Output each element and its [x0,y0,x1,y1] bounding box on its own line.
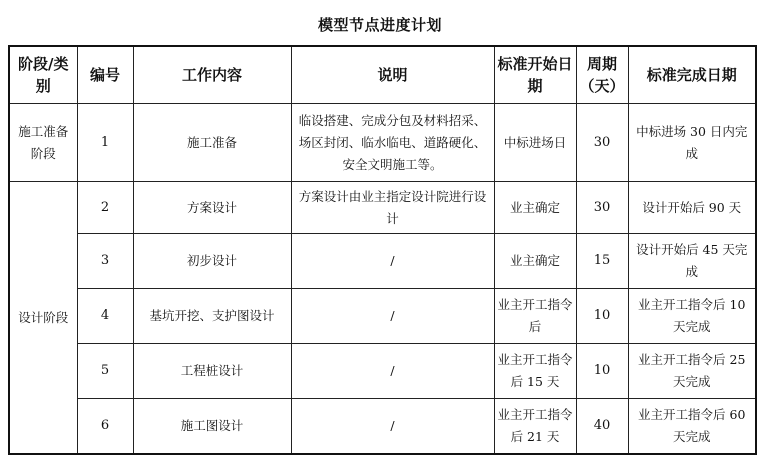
finish-cell: 设计开始后 90 天 [628,182,756,234]
table-row [9,344,756,399]
work-cell: 施工准备 [133,104,291,182]
desc-cell: / [291,344,494,399]
no-cell: 3 [77,234,133,289]
work-cell: 基坑开挖、支护图设计 [133,289,291,344]
finish-cell: 设计开始后 45 天完成 [628,234,756,289]
page-title: 模型节点进度计划 [317,16,442,34]
start-cell: 业主开工指令后 21 天 [494,399,576,455]
work-cell: 初步设计 [133,234,291,289]
no-cell: 4 [77,289,133,344]
start-cell: 中标进场日 [494,104,576,182]
table-row [9,104,756,182]
stage-cell: 设计阶段 [9,182,77,455]
period-cell: 15 [576,234,628,289]
start-cell: 业主开工指令后 [494,289,576,344]
start-cell: 业主确定 [494,234,576,289]
header-work: 工作内容 [133,46,291,104]
table-row [9,182,756,234]
finish-cell: 业主开工指令后 60 天完成 [628,399,756,455]
no-cell: 2 [77,182,133,234]
no-cell: 6 [77,399,133,455]
work-cell: 工程桩设计 [133,344,291,399]
work-cell: 方案设计 [133,182,291,234]
period-cell: 30 [576,182,628,234]
period-cell: 10 [576,344,628,399]
no-cell: 1 [77,104,133,182]
period-cell: 30 [576,104,628,182]
header-period: 周期（天） [576,46,628,104]
start-cell: 业主开工指令后 15 天 [494,344,576,399]
table-row [9,289,756,344]
header-row [9,46,756,104]
period-cell: 40 [576,399,628,455]
stage-cell: 施工准备阶段 [9,104,77,182]
desc-cell: / [291,289,494,344]
desc-cell: 临设搭建、完成分包及材料招采、场区封闭、临水临电、道路硬化、安全文明施工等。 [291,104,494,182]
finish-cell: 中标进场 30 日内完成 [628,104,756,182]
table-row [9,399,756,455]
finish-cell: 业主开工指令后 10 天完成 [628,289,756,344]
desc-cell: 方案设计由业主指定设计院进行设计 [291,182,494,234]
no-cell: 5 [77,344,133,399]
header-stage: 阶段/类别 [9,46,77,104]
start-cell: 业主确定 [494,182,576,234]
header-desc: 说明 [291,46,494,104]
header-no: 编号 [77,46,133,104]
header-finish: 标准完成日期 [628,46,756,104]
period-cell: 10 [576,289,628,344]
finish-cell: 业主开工指令后 25 天完成 [628,344,756,399]
table-row [9,234,756,289]
schedule-table [8,45,757,455]
desc-cell: / [291,399,494,455]
desc-cell: / [291,234,494,289]
header-start: 标准开始日期 [494,46,576,104]
work-cell: 施工图设计 [133,399,291,455]
